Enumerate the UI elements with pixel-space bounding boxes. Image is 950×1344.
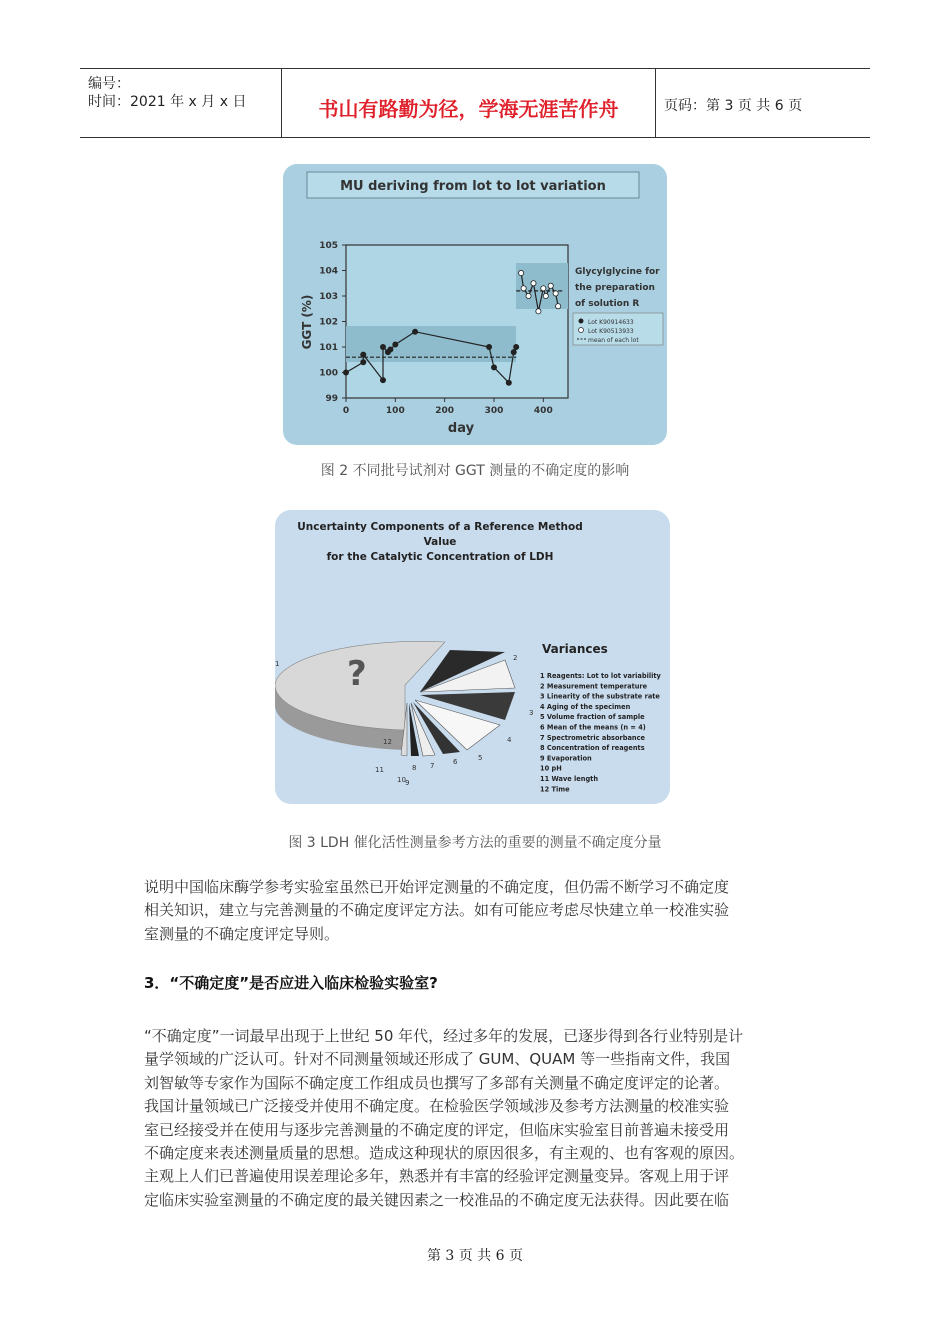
data-point <box>521 286 526 291</box>
data-point <box>511 350 516 355</box>
data-point <box>553 291 558 296</box>
data-point <box>361 360 366 365</box>
paragraph-1 <box>144 876 814 946</box>
annotation-line-3: of solution R <box>575 299 640 309</box>
figure2-title: MU deriving from lot to lot variation <box>340 179 606 194</box>
data-point <box>491 365 496 370</box>
data-point <box>506 380 511 385</box>
variance-item: 1 Reagents: Lot to lot variability <box>540 672 661 680</box>
legend-lot1: Lot K90914633 <box>588 319 634 326</box>
motto: 书山有路勤为径，学海无涯苦作舟 <box>318 97 619 121</box>
data-point <box>388 347 393 352</box>
x-tick-label: 400 <box>533 406 553 416</box>
figure3-caption: 图 3 LDH 催化活性测量参考方法的重要的测量不确定度分量 <box>288 835 662 851</box>
variances-title: Variances <box>542 642 608 656</box>
data-point <box>548 283 553 288</box>
figure3-title-line-3: for the Catalytic Concentration of LDH <box>326 551 554 563</box>
data-point <box>514 344 519 349</box>
pie-question-mark: ? <box>347 654 367 694</box>
paragraph-2-line: 定临床实验室测量的不确定度的最关键因素之一校准品的不确定度无法获得。因此要在临 <box>144 1190 730 1209</box>
slice-number: 3 <box>529 709 534 717</box>
slice-number: 2 <box>513 654 518 662</box>
figure3-chart <box>275 510 670 804</box>
y-tick-label: 102 <box>319 317 338 328</box>
annotation-line-2: the preparation <box>575 283 655 293</box>
data-point <box>343 370 348 375</box>
legend-mean: mean of each lot <box>588 337 639 344</box>
paragraph-2 <box>144 1025 814 1212</box>
paragraph-2-line: 量学领域的广泛认可。针对不同测量领域还形成了 GUM、QUAM 等一些指南文件，我国 <box>144 1050 731 1069</box>
doc-time: 时间：2021 年 x 月 x 日 <box>88 94 247 110</box>
header-page-cell <box>656 69 870 137</box>
data-point <box>380 378 385 383</box>
variance-item: 11 Wave length <box>540 775 599 783</box>
data-point <box>519 270 524 275</box>
paragraph-2-line: 室已经接受并在使用与逐步完善测量的不确定度的评定，但临床实验室目前普遍未接受用 <box>144 1120 730 1139</box>
slice-number: 8 <box>412 764 417 772</box>
figure3-title-line-2: Value <box>423 536 457 548</box>
x-tick-label: 100 <box>385 406 405 416</box>
section-heading: 3．“不确定度”是否应进入临床检验实验室? <box>144 974 438 992</box>
variance-item: 4 Aging of the specimen <box>540 702 631 711</box>
data-point <box>531 281 536 286</box>
page-footer: 第 3 页 共 6 页 <box>426 1248 524 1264</box>
slice-number: 9 <box>405 779 410 787</box>
variance-item: 3 Linearity of the substrate rate <box>540 692 660 701</box>
paragraph-1-line: 室测量的不确定度评定导则。 <box>144 924 340 943</box>
slice-number: 11 <box>375 766 384 774</box>
slice-number: 5 <box>478 754 483 762</box>
slice-number: 1 <box>275 660 280 668</box>
data-point <box>412 329 417 334</box>
paragraph-2-line: 主观上人们已普遍使用误差理论多年，熟悉并有丰富的经验评定测量变异。客观上用于评 <box>144 1167 730 1186</box>
variance-item: 2 Measurement temperature <box>540 682 648 691</box>
x-tick-label: 300 <box>484 406 504 416</box>
data-point <box>541 286 546 291</box>
figure2-caption: 图 2 不同批号试剂对 GGT 测量的不确定度的影响 <box>320 463 630 479</box>
paragraph-1-line: 说明中国临床酶学参考实验室虽然已开始评定测量的不确定度，但仍需不断学习不确定度 <box>144 878 730 896</box>
paragraph-2-line: 我国计量领域已广泛接受并使用不确定度。在检验医学领域涉及参考方法测量的校准实验 <box>144 1097 730 1116</box>
data-point <box>380 344 385 349</box>
y-tick-label: 99 <box>325 394 338 404</box>
slice-number: 10 <box>397 776 406 784</box>
variance-item: 12 Time <box>540 785 570 794</box>
data-point <box>536 309 541 314</box>
variance-item: 10 pH <box>540 764 562 773</box>
paragraph-2-line: “不确定度”一词最早出现于上世纪 50 年代，经过多年的发展，已逐步得到各行业特别是计 <box>144 1027 744 1045</box>
y-tick-label: 104 <box>319 266 338 277</box>
data-point <box>543 293 548 298</box>
x-axis-label: day <box>447 421 475 436</box>
variance-item: 5 Volume fraction of sample <box>540 713 645 722</box>
variance-item: 6 Mean of the means (n = 4) <box>540 723 646 732</box>
x-ticks <box>343 398 553 416</box>
figure2-slide <box>283 164 667 445</box>
header-table <box>80 68 870 138</box>
variance-item: 7 Spectrometric absorbance <box>540 733 645 742</box>
variance-item: 9 Evaporation <box>540 754 592 763</box>
legend-marker-lot1 <box>579 319 584 324</box>
variance-item: 8 Concentration of reagents <box>540 744 645 753</box>
paragraph-2-line: 不确定度来表述测量质量的思想。造成这种现状的原因很多，有主观的、也有客观的原因。 <box>144 1144 745 1163</box>
variances-list <box>540 672 662 793</box>
y-tick-label: 100 <box>319 368 338 379</box>
slice-number: 4 <box>507 736 512 744</box>
data-point <box>393 342 398 347</box>
header-meta-cell <box>80 69 282 137</box>
legend-marker-lot2 <box>579 328 584 333</box>
pie-chart <box>275 641 518 756</box>
data-point <box>361 352 366 357</box>
slice-number: 6 <box>453 758 458 766</box>
slice-number: 12 <box>383 738 392 746</box>
slice-number: 7 <box>430 762 435 770</box>
annotation-line-1: Glycylglycine for <box>575 267 660 277</box>
legend-lot2: Lot K90513933 <box>588 328 634 335</box>
figure2-chart <box>283 164 667 445</box>
figure3-title-line-1: Uncertainty Components of a Reference Method <box>297 521 583 533</box>
y-tick-label: 103 <box>319 292 338 302</box>
y-tick-label: 105 <box>319 241 338 251</box>
figure3-slide <box>275 510 670 804</box>
header-motto-cell <box>282 69 656 137</box>
x-tick-label: 200 <box>435 406 455 416</box>
y-tick-label: 101 <box>319 343 338 353</box>
y-axis-label: GGT (%) <box>300 294 314 350</box>
data-point <box>486 344 491 349</box>
doc-number: 编号： <box>88 76 130 92</box>
data-point <box>526 293 531 298</box>
paragraph-2-line: 刘智敏等专家作为国际不确定度工作组成员也撰写了多部有关测量不确定度评定的论著。 <box>144 1073 730 1092</box>
page-indicator: 页码：第 3 页 共 6 页 <box>664 98 803 114</box>
data-point <box>556 304 561 309</box>
x-tick-label: 0 <box>342 406 350 416</box>
y-ticks <box>319 241 346 404</box>
paragraph-1-line: 相关知识，建立与完善测量的不确定度评定方法。如有可能应考虑尽快建立单一校准实验 <box>144 901 730 920</box>
